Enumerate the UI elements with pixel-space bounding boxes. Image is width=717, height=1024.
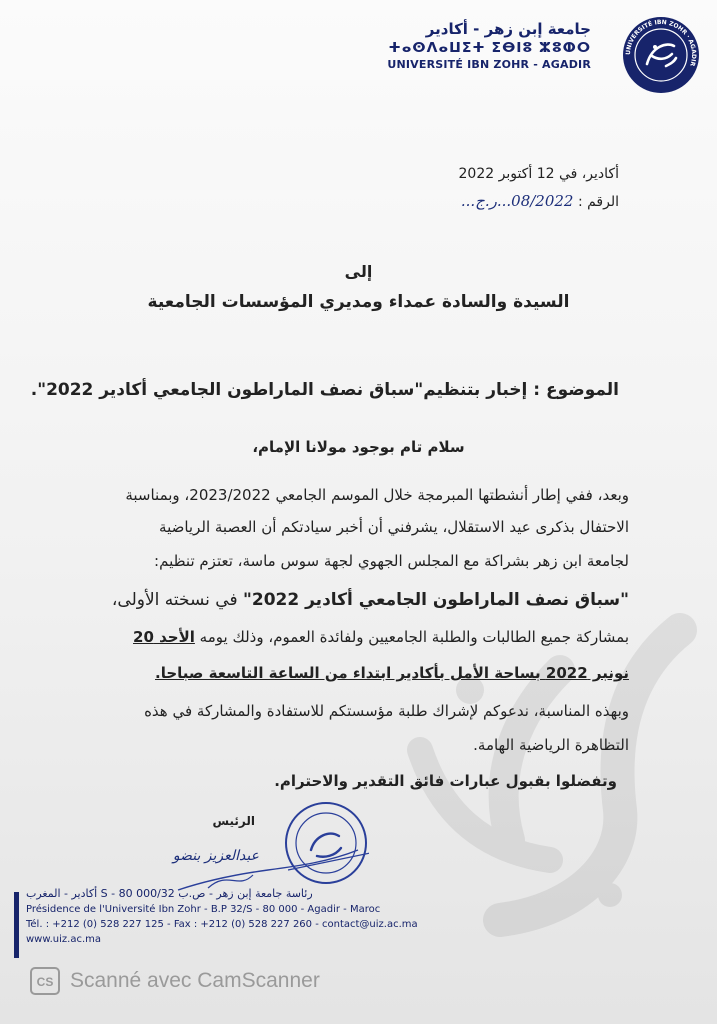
- letter-date: أكادير، في 12 أكتوبر 2022: [458, 166, 619, 182]
- signatory-name: عبدالعزيز بنضو: [172, 848, 259, 864]
- footer-address-french: Présidence de l'Université Ibn Zohr - B.P 32/S - 80 000 - Agadir - Maroc: [26, 904, 381, 915]
- reference-number: [461, 192, 619, 210]
- letter-footer: [26, 886, 418, 947]
- footer-address-arabic: رئاسة جامعة إبن زهر - ص.ب 32/S - 80 000 أكادير - المغرب: [26, 887, 313, 900]
- greeting: سلام تام بوجود مولانا الإمام،: [252, 438, 465, 456]
- event-day: الأحد 20: [133, 628, 195, 646]
- body-line-3: لجامعة ابن زهر بشراكة مع المجلس الجهوي لجهة سوس ماسة، تعتزم تنظيم:: [154, 552, 629, 570]
- event-date-place: نونبر 2022 بساحة الأمل بأكادير ابتداء من الساعة التاسعة صباحا.: [155, 664, 629, 682]
- body-line-7: وبهذه المناسبة، ندعوكم لإشراك طلبة مؤسستكم للاستفادة والمشاركة في هذه: [144, 702, 629, 720]
- camscanner-logo-icon: [30, 967, 60, 995]
- footer-website: www.uiz.ac.ma: [26, 934, 102, 945]
- signatory-title: الرئيس: [212, 814, 255, 828]
- reference-label: الرقم :: [577, 194, 619, 210]
- letter-subject: الموضوع : إخبار بتنظيم"سباق نصف الماراطون الجامعي أكادير 2022".: [30, 380, 619, 400]
- recipient-to: إلى: [344, 262, 373, 281]
- footer-accent-bar: [14, 892, 19, 958]
- body-line-4: [112, 590, 629, 610]
- closing-formula: وتفضلوا بقبول عبارات فائق التقدير والاحترام.: [274, 772, 617, 790]
- body-line-5: [133, 628, 629, 646]
- body-line-8: التظاهرة الرياضية الهامة.: [473, 736, 629, 754]
- university-name-tifinagh: ⵜⴰⵙⴷⴰⵡⵉⵜ ⵉⴱⵏⵓ ⵣⵓⵀⵔ: [388, 40, 591, 56]
- body-line-1: وبعد، ففي إطار أنشطتها المبرمجة خلال الموسم الجامعي 2023/2022، وبمناسبة: [125, 486, 629, 504]
- reference-value: 08/2022...ر.ج...: [460, 192, 574, 210]
- university-name-french: UNIVERSITÉ IBN ZOHR - AGADIR: [387, 58, 591, 71]
- svg-text:CS: CS: [36, 975, 54, 989]
- body-line-2: الاحتفال بذكرى عيد الاستقلال، يشرفني أن أخبر سيادتكم أن العصبة الرياضية: [159, 518, 629, 536]
- letterhead: [387, 20, 591, 72]
- event-title: "سباق نصف الماراطون الجامعي أكادير 2022": [243, 590, 629, 610]
- footer-contact: Tél. : +212 (0) 528 227 125 - Fax : +212 (0) 528 227 260 - contact@uiz.ac.ma: [26, 919, 418, 930]
- event-edition: في نسخته الأولى،: [111, 590, 243, 610]
- scanner-label: Scanné avec CamScanner: [70, 969, 320, 992]
- university-seal-icon: [622, 16, 700, 94]
- university-name-arabic: جامعة إبن زهر - أكادير: [425, 20, 591, 38]
- logo-ring-text: UNIVERSITÉ IBN ZOHR · AGADIR: [624, 18, 698, 67]
- recipient-addressee: السيدة والسادة عمداء ومديري المؤسسات الجامعية: [147, 292, 570, 312]
- body-line-5-text: بمشاركة جميع الطالبات والطلبة الجامعيين ولفائدة العموم، وذلك يومه: [194, 628, 629, 646]
- scanner-watermark: [30, 966, 320, 996]
